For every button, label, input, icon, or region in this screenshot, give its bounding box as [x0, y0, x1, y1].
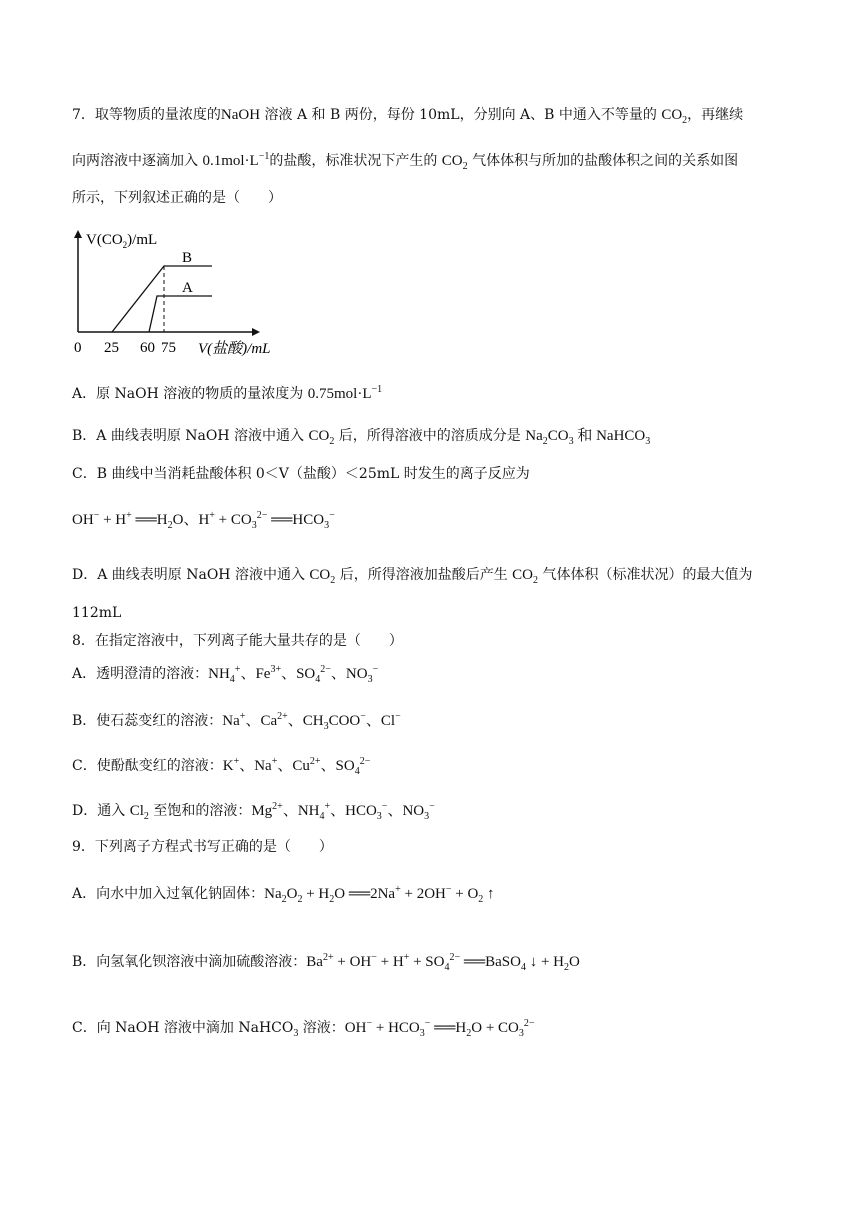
curve-b-label: B: [182, 250, 193, 266]
naoh-formula: NaOH: [220, 107, 261, 123]
co2-volume-graph: [60, 222, 300, 362]
x-axis-label: V(盐酸)/mL: [198, 341, 271, 357]
tick-label-25: 25: [104, 340, 119, 356]
q7-option-c-equation: OH− + H+ $══H_2O$、$H^+ + CO_3^{2-}$ $══HCO_3^-$: [72, 510, 335, 531]
q7-text: ，再继续: [687, 107, 744, 123]
q7-text: 的盐酸，标准状况下产生的: [269, 153, 442, 169]
option-text: B．使石蕊变红的溶液：: [72, 713, 223, 729]
option-text: D．通入: [72, 803, 130, 819]
q7-text: 气体体积与所加的盐酸体积之间的关系如图: [467, 153, 739, 169]
q7-option-d: [72, 565, 752, 585]
q7-line-3: 所示，下列叙述正确的是（ ）: [72, 190, 282, 206]
co2-formula: $CO_2$: [661, 107, 688, 126]
q8-option-b: [72, 711, 401, 731]
q7-text: 溶液 A 和 B 两份，每份 10mL，分别向 A、B 中通入不等量的: [260, 107, 662, 123]
ions: Na+、$Ca^{2+}$、$CH_3COO^-$、Cl−: [222, 711, 401, 732]
concentration: $0.1mol\cdot L^{-1}$: [202, 151, 270, 169]
option-text: B．向氢氧化钡溶液中滴加硫酸溶液：: [72, 954, 307, 970]
q9-option-b: [72, 952, 580, 972]
equation: $Ba^{2+} + OH^- + H^+ + SO_4^{2-}$ ══BaSO$_4$ ↓ + $H_2O$: [306, 952, 580, 973]
option-text: A．原 NaOH 溶液的物质的量浓度为: [72, 386, 308, 402]
ions: $Mg^{2+}$、$NH_4^+$、$HCO_3^-$、$NO_3^-$: [251, 801, 435, 822]
curve-a: [149, 296, 212, 332]
na2co3-formula: $Na_2CO_3$: [525, 428, 574, 447]
q7-option-b: [72, 426, 650, 446]
q7-line-1: [72, 105, 743, 125]
q7-text: 7．取等物质的量浓度的: [72, 107, 221, 123]
co2-formula: $CO_2$: [309, 567, 336, 586]
origin-label: 0: [74, 340, 82, 356]
curve-b: [112, 266, 212, 332]
q7-option-a: [72, 384, 382, 404]
option-text: C．使酚酞变红的溶液：: [72, 758, 223, 774]
cl2-formula: $Cl_2$: [129, 803, 149, 822]
option-text: 后，所得溶液中的溶质成分是: [334, 428, 526, 444]
equation: $Na_2O_2 + H_2O$ ══2Na+ + $2OH^- + O_2$ ↑: [264, 884, 495, 905]
q7-line-2: [72, 151, 738, 171]
co2-formula: $CO_2$: [308, 428, 335, 447]
tick-label-60: 60: [140, 340, 155, 356]
y-axis-arrow: [74, 230, 82, 238]
equation: $OH^- + HCO_3^-$ $══H_2O + CO_3^{2-}$: [344, 1018, 535, 1039]
q9-option-c: C．向 NaOH 溶液中滴加 NaHCO$_3$ 溶液：$OH^- + HCO_3^-$ $══H_2O + CO_3^{2-}$: [72, 1018, 535, 1039]
tick-label-75: 75: [161, 340, 176, 356]
q7-option-c: C．B 曲线中当消耗盐酸体积 0＜V（盐酸）＜25mL 时发生的离子反应为: [72, 466, 530, 482]
option-text: D．A 曲线表明原 NaOH 溶液中通入: [72, 567, 310, 583]
co2-formula: $CO_2$: [512, 567, 539, 586]
q8-option-c: [72, 756, 370, 776]
option-text: 至饱和的溶液：: [148, 803, 252, 819]
nahco3-formula: 和 NaHCO$_3$: [573, 428, 651, 447]
option-text: 后，所得溶液加盐酸后产生: [335, 567, 513, 583]
q8-option-d: [72, 801, 435, 821]
co2-formula: $CO_2$: [441, 153, 468, 172]
q8-option-a: [72, 664, 378, 684]
y-axis-label: $V(CO_2)/mL$: [86, 232, 158, 250]
option-text: C．向 NaOH 溶液中滴加 NaHCO: [72, 1020, 294, 1036]
curve-a-label: A: [182, 280, 193, 296]
q8-stem: 8．在指定溶液中，下列离子能大量共存的是（ ）: [72, 633, 403, 649]
concentration-value: $0.75mol\cdot L^{-1}$: [307, 384, 383, 402]
option-text: 溶液：: [298, 1020, 345, 1036]
q7-option-d-value: 112mL: [72, 605, 122, 621]
ions: K+、Na+、$Cu^{2+}$、$SO_4^{2-}$: [222, 756, 371, 777]
option-text: A．透明澄清的溶液：: [72, 666, 209, 682]
option-text: A．向水中加入过氧化钠固体：: [72, 886, 265, 902]
q7-text: 向两溶液中逐滴加入: [72, 153, 203, 169]
q9-stem: 9．下列离子方程式书写正确的是（ ）: [72, 839, 333, 855]
x-axis-arrow: [252, 328, 260, 336]
ions: $NH_4^+$、$Fe^{3+}$、$SO_4^{2-}$、$NO_3^-$: [208, 664, 379, 685]
q9-option-a: [72, 884, 495, 904]
option-text: B．A 曲线表明原 NaOH 溶液中通入: [72, 428, 309, 444]
option-text: 气体体积（标准状况）的最大值为: [538, 567, 753, 583]
